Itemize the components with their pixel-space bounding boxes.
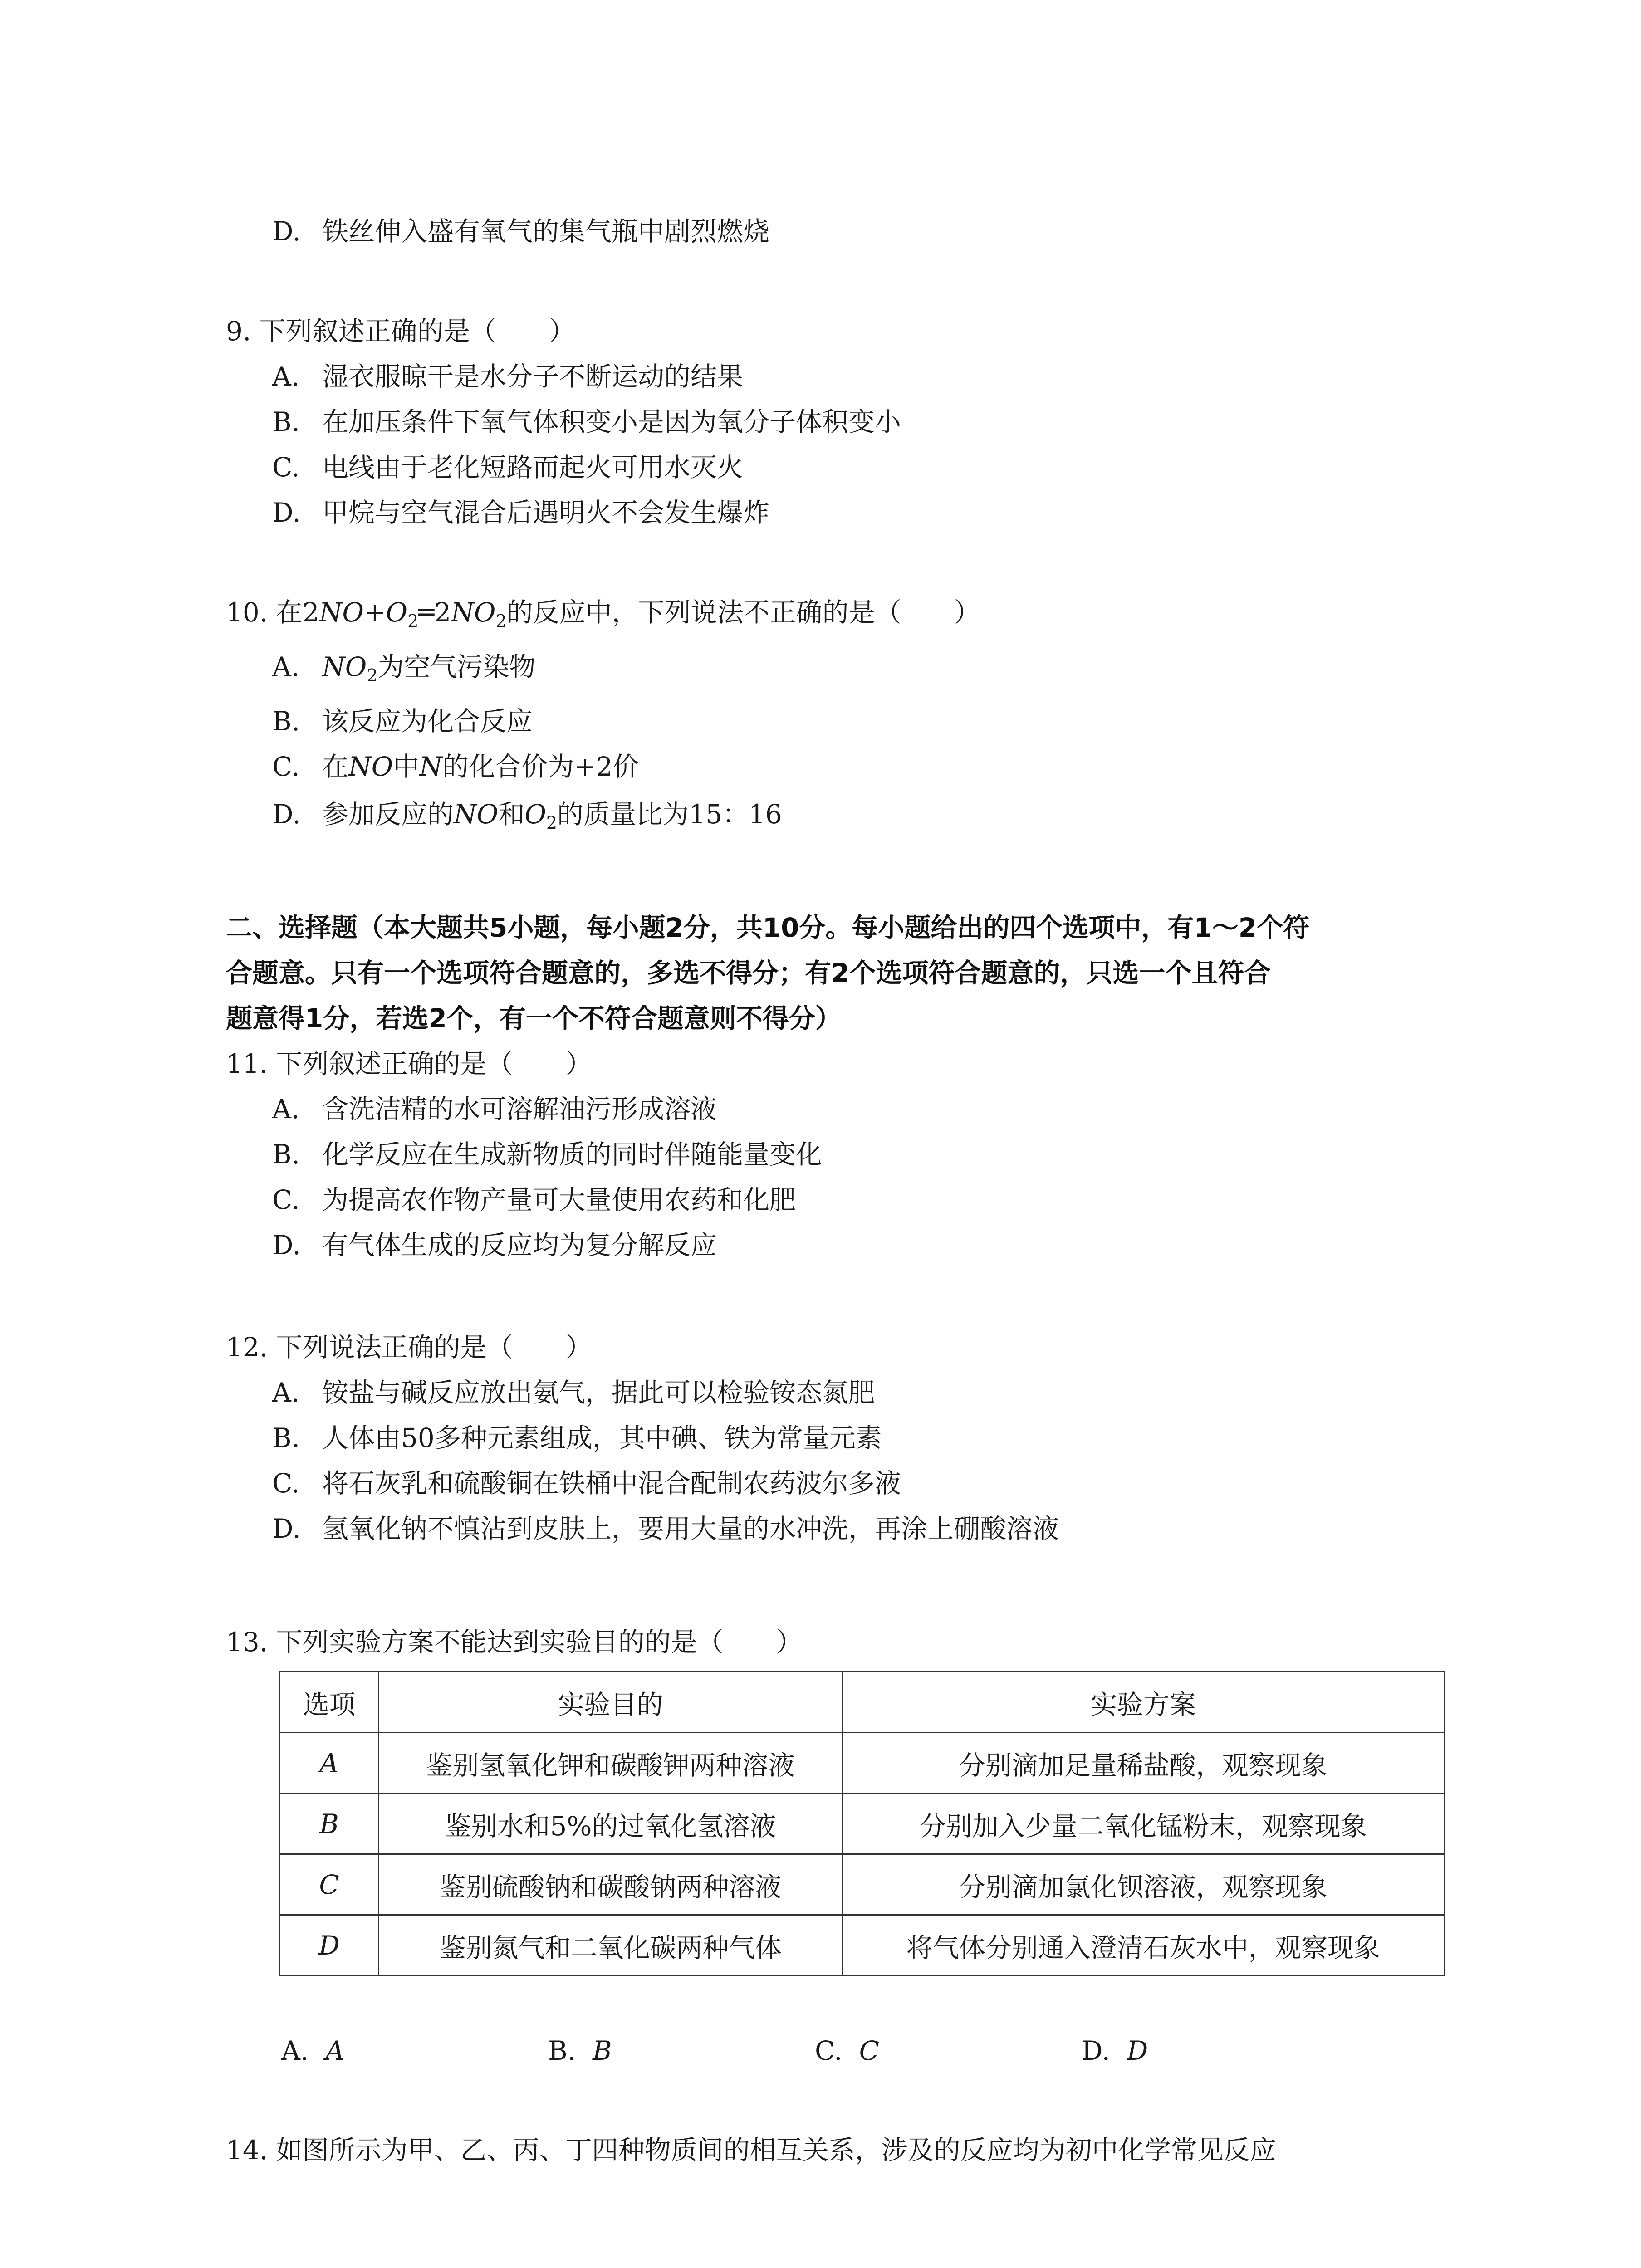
- table-row: [280, 1794, 1445, 1854]
- section-heading-line-2: 合题意。只有一个选项符合题意的，多选不得分；有2个选项符合题意的，只选一个且符合: [226, 958, 1271, 988]
- subscript: 2: [546, 813, 558, 833]
- option-text: 为空气污染物: [377, 651, 536, 682]
- q9-stem: 9. 下列叙述正确的是（ ）: [226, 316, 575, 347]
- option-text: A: [325, 2035, 345, 2066]
- option-label: C.: [272, 751, 300, 782]
- section-heading-line-3: 题意得1分，若选2个，有一个不符合题意则不得分）: [226, 1003, 842, 1034]
- q13-answer-b: [548, 2035, 612, 2067]
- table-cell: 鉴别氮气和二氧化碳两种气体: [379, 1915, 843, 1976]
- q12-stem: 12. 下列说法正确的是（ ）: [226, 1332, 592, 1363]
- q13-answer-d: [1082, 2035, 1148, 2067]
- option-text: 在: [322, 751, 349, 782]
- q10-option-b: [272, 705, 533, 737]
- q13-answer-c: [815, 2035, 879, 2067]
- option-text: C: [859, 2035, 880, 2066]
- option-text: 和: [498, 799, 525, 830]
- option-label: D.: [272, 1513, 301, 1544]
- table-cell: 分别滴加足量稀盐酸，观察现象: [842, 1733, 1444, 1794]
- q11-option-d: [272, 1229, 717, 1261]
- table-row: [280, 1915, 1445, 1976]
- q14-stem: 14. 如图所示为甲、乙、丙、丁四种物质间的相互关系，涉及的反应均为初中化学常见反应: [226, 2135, 1276, 2165]
- q10-tail: 的反应中，下列说法不正确的是（ ）: [506, 597, 980, 628]
- q11-stem: 11. 下列叙述正确的是（ ）: [226, 1048, 592, 1079]
- table-cell: 将气体分别通入澄清石灰水中，观察现象: [842, 1915, 1444, 1976]
- option-label: C.: [272, 1184, 300, 1215]
- option-label: A.: [272, 1094, 300, 1124]
- option-text: 电线由于老化短路而起火可用水灭火: [322, 452, 744, 483]
- option-text: D: [1127, 2035, 1148, 2066]
- option-text: 参加反应的: [322, 799, 454, 830]
- formula: NO: [322, 651, 367, 682]
- q11-option-b: [272, 1139, 822, 1170]
- q12-option-a: [272, 1377, 875, 1408]
- subscript: 2: [495, 611, 507, 631]
- option-text: 有气体生成的反应均为复分解反应: [322, 1230, 717, 1261]
- equals-sign: ═: [418, 597, 435, 628]
- formula-no2: NO: [451, 597, 496, 628]
- option-label: B.: [548, 2035, 576, 2066]
- option-text: 甲烷与空气混合后遇明火不会发生爆炸: [322, 497, 770, 528]
- option-text: 该反应为化合反应: [322, 706, 533, 737]
- section-heading-line-1: 二、选择题（本大题共5小题，每小题2分，共10分。每小题给出的四个选项中，有1～2个符: [226, 912, 1310, 943]
- coefficient: 2: [434, 597, 451, 628]
- formula: O: [524, 799, 546, 830]
- formula: NO: [454, 799, 499, 830]
- option-label: D.: [272, 497, 301, 528]
- option-text: 湿衣服晾干是水分子不断运动的结果: [322, 361, 744, 392]
- table-row: [280, 1733, 1445, 1794]
- table-cell: 鉴别水和5%的过氧化氢溶液: [379, 1794, 843, 1854]
- formula: N: [419, 751, 443, 782]
- option-label: B.: [272, 406, 300, 437]
- option-label: B.: [272, 1139, 300, 1170]
- table-header: 实验目的: [379, 1672, 843, 1733]
- option-text: 含洗洁精的水可溶解油污形成溶液: [322, 1094, 717, 1124]
- q12-option-b: [272, 1422, 882, 1454]
- q9-option-c: [272, 451, 743, 483]
- option-text: B: [592, 2035, 612, 2066]
- option-text: 人体由50多种元素组成，其中碘、铁为常量元素: [322, 1422, 882, 1453]
- option-text: 中: [393, 751, 420, 782]
- table-cell: 鉴别硫酸钠和碳酸钠两种溶液: [379, 1854, 843, 1915]
- q12-option-c: [272, 1467, 901, 1499]
- table-cell: C: [280, 1854, 379, 1915]
- option-text: 将石灰乳和硫酸铜在铁桶中混合配制农药波尔多液: [322, 1468, 901, 1499]
- q11-option-a: [272, 1093, 717, 1125]
- option-text: 铁丝伸入盛有氧气的集气瓶中剧烈燃烧: [322, 216, 770, 247]
- q12-option-d: [272, 1513, 1059, 1545]
- formula: NO: [348, 751, 393, 782]
- option-label: C.: [272, 1468, 300, 1499]
- option-label: A.: [272, 361, 300, 392]
- option-text: 铵盐与碱反应放出氨气，据此可以检验铵态氮肥: [322, 1377, 875, 1408]
- option-label: B.: [272, 1422, 300, 1453]
- option-text: 化学反应在生成新物质的同时伴随能量变化: [322, 1139, 823, 1170]
- option-label: C.: [815, 2035, 843, 2066]
- option-text: 的质量比为15：16: [557, 799, 782, 830]
- option-label: C.: [272, 452, 300, 483]
- table-cell: A: [280, 1733, 379, 1794]
- q10-option-d: [272, 798, 782, 833]
- option-label: A.: [272, 1377, 300, 1408]
- table-cell: 鉴别氢氧化钾和碳酸钾两种溶液: [379, 1733, 843, 1794]
- option-label: A.: [272, 651, 300, 682]
- option-label: D.: [272, 1230, 301, 1261]
- q10-option-c: [272, 751, 639, 782]
- option-label: D.: [272, 216, 301, 247]
- formula-no: NO: [319, 597, 364, 628]
- option-label: D.: [1082, 2035, 1110, 2066]
- q13-stem: 13. 下列实验方案不能达到实验目的的是（ ）: [226, 1627, 803, 1657]
- option-label: B.: [272, 706, 300, 737]
- plus-sign: +: [363, 597, 386, 628]
- q10-stem: [226, 596, 980, 631]
- option-text: 的化合价为+2价: [442, 751, 639, 782]
- coefficient: 2: [302, 597, 319, 628]
- table-row: [280, 1854, 1445, 1915]
- q10-option-a: [272, 651, 536, 683]
- q10-number: 10. 在: [226, 597, 303, 628]
- q9-option-d: [272, 497, 769, 528]
- formula-o: O: [386, 597, 408, 628]
- q11-option-c: [272, 1184, 796, 1216]
- equation: [302, 597, 507, 631]
- q9-option-a: [272, 361, 743, 392]
- table-header: 实验方案: [842, 1672, 1444, 1733]
- option-text: 在加压条件下氧气体积变小是因为氧分子体积变小: [322, 406, 901, 437]
- table-cell: 分别滴加氯化钡溶液，观察现象: [842, 1854, 1444, 1915]
- subscript: 2: [407, 611, 419, 631]
- subscript: 2: [367, 665, 378, 685]
- option-text: 氢氧化钠不慎沾到皮肤上，要用大量的水冲洗，再涂上硼酸溶液: [322, 1513, 1059, 1544]
- option-label: A.: [281, 2035, 309, 2066]
- option-text: 为提高农作物产量可大量使用农药和化肥: [322, 1184, 796, 1215]
- table-cell: B: [280, 1794, 379, 1854]
- table-header: 选项: [280, 1672, 379, 1733]
- q8-option-d: [272, 215, 769, 247]
- table-cell: D: [280, 1915, 379, 1976]
- table-cell: 分别加入少量二氧化锰粉末，观察现象: [842, 1794, 1444, 1854]
- table-header-row: [280, 1672, 1445, 1733]
- option-label: D.: [272, 799, 301, 830]
- q13-answer-a: [281, 2035, 344, 2067]
- q9-option-b: [272, 406, 901, 438]
- experiment-table: [279, 1671, 1445, 1976]
